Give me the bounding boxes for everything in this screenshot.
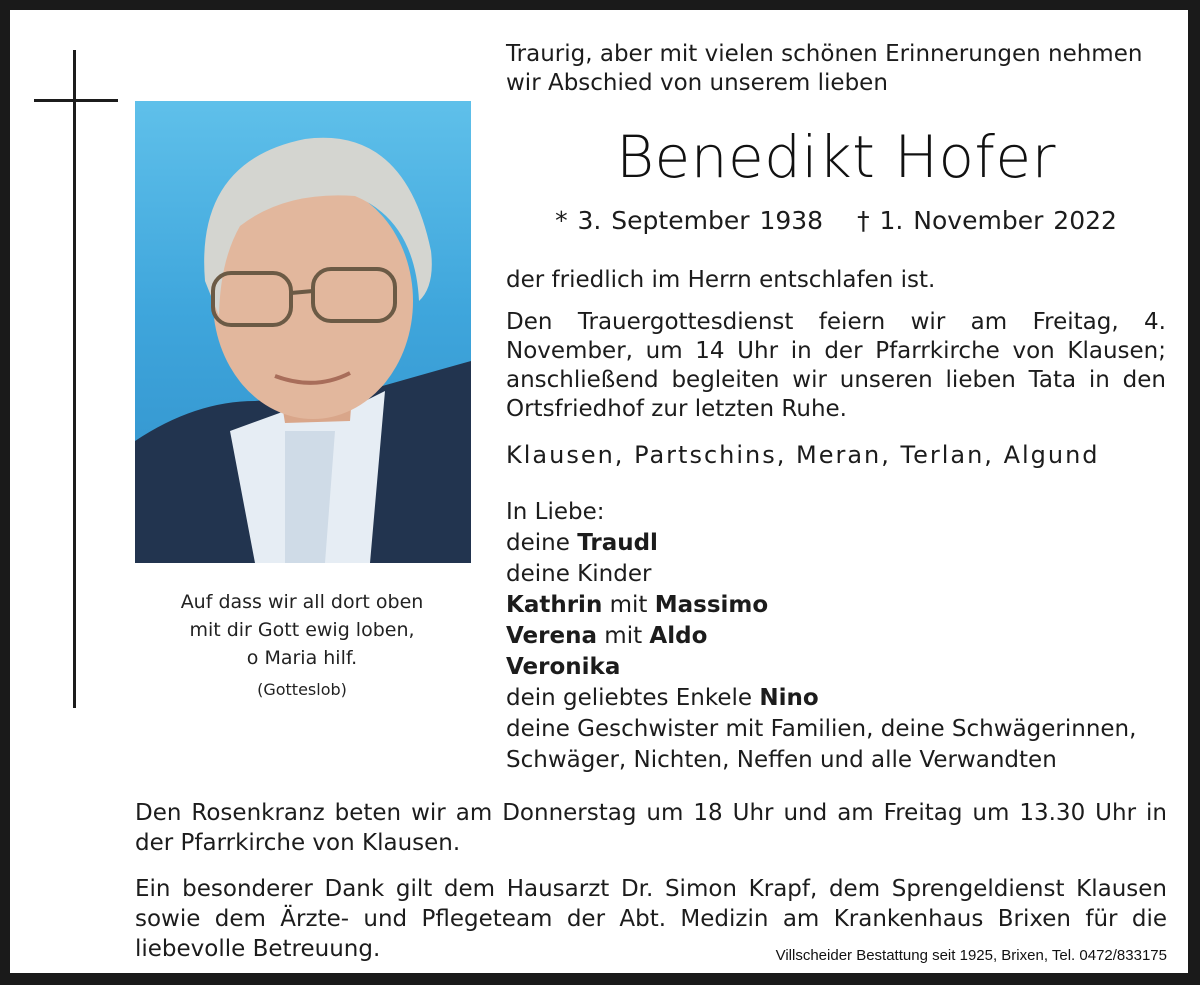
birth-date: * 3. September 1938 (555, 206, 824, 235)
family-list (506, 498, 1166, 777)
rosary-text: Den Rosenkranz beten wir am Donnerstag um 18 Uhr und am Freitag um 13.30 Uhr in der Pfarrkirche von Klausen. (135, 800, 1167, 856)
portrait-photo (135, 101, 471, 563)
death-date: † 1. November 2022 (857, 206, 1117, 235)
family-heading: In Liebe: (506, 499, 605, 525)
places-text: Klausen, Partschins, Meran, Terlan, Algund (506, 441, 1100, 469)
family-line: deine Traudl (506, 530, 658, 556)
quote-line: mit dir Gott ewig loben, (189, 619, 415, 641)
family-line: Schwäger, Nichten, Neffen und alle Verwandten (506, 747, 1057, 773)
peace-text: der friedlich im Herrn entschlafen ist. (506, 267, 936, 293)
service-text: Den Trauergottesdienst feiern wir am Freitag, 4. November, um 14 Uhr in der Pfarrkirche von Klausen; anschließend begleiten wir unseren lieben Tata in den Ortsfriedhof zur letzten Ruhe. (506, 309, 1166, 422)
family-line: deine Kinder (506, 561, 652, 587)
thanks-text: Ein besonderer Dank gilt dem Hausarzt Dr. Simon Krapf, dem Sprengeldienst Klausen sowie dem Ärzte- und Pflegeteam der Abt. Medizin am Krankenhaus Brixen für die liebevolle Betreuung. (135, 876, 1167, 962)
intro-text: Traurig, aber mit vielen schönen Erinnerungen nehmen wir Abschied von unserem lieben (506, 41, 1143, 96)
quote-source: (Gotteslob) (257, 680, 347, 699)
family-line: dein geliebtes Enkele Nino (506, 685, 819, 711)
deceased-name: Benedikt Hofer (616, 123, 1056, 191)
quote-block (132, 588, 472, 704)
family-line: Verena mit Aldo (506, 623, 708, 649)
obituary-card (10, 10, 1188, 973)
life-dates (506, 206, 1166, 236)
family-line: Kathrin mit Massimo (506, 592, 769, 618)
cross-icon (73, 50, 76, 708)
cross-icon-bar (34, 99, 118, 102)
family-line: Veronika (506, 654, 621, 680)
family-line: deine Geschwister mit Familien, deine Schwägerinnen, (506, 716, 1137, 742)
quote-line: Auf dass wir all dort oben (180, 591, 424, 613)
quote-line: o Maria hilf. (246, 647, 358, 669)
funeral-home-credit: Villscheider Bestattung seit 1925, Brixen, Tel. 0472/833175 (775, 947, 1167, 964)
